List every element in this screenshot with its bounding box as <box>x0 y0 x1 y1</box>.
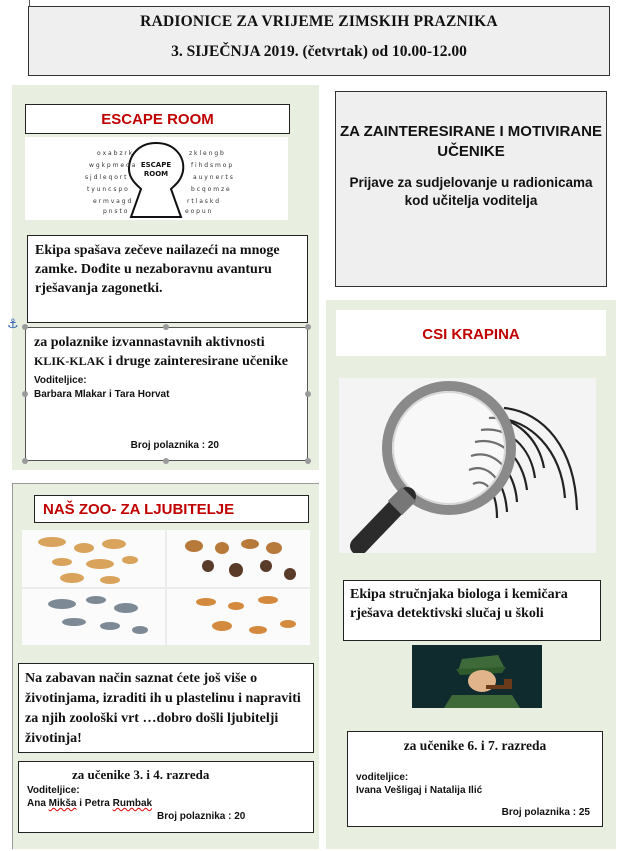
svg-text:o x a b z r k: o x a b z r k <box>97 150 133 157</box>
escape-room-leaders: Barbara Mlakar i Tara Horvat <box>34 389 170 400</box>
svg-text:w g k p m e d a: w g k p m e d a <box>89 162 136 169</box>
keyhole-escape-room-icon <box>25 137 288 220</box>
csi-description: Ekipa stručnjaka biologa i kemičara rješava detektivski slučaj u školi <box>343 580 601 641</box>
event-header <box>28 6 610 76</box>
zoo-count: Broj polaznika : 20 <box>157 811 246 822</box>
zoo-description: Na zabavan način saznat ćete još više o životinjama, izraditi ih u plastelinu i napraviti za njih zoološki vrt …dobro došli ljubitelji životinja! <box>18 663 314 753</box>
zoo-audience: za učenike 3. i 4. razreda <box>72 767 210 782</box>
svg-text:z k l e n g b: z k l e n g b <box>189 150 224 157</box>
sherlock-detective-icon <box>412 645 542 708</box>
plasticine-animals-icon <box>22 530 310 645</box>
escape-room-info-box <box>25 327 308 461</box>
signup-heading: ZA ZAINTERESIRANE I MOTIVIRANE UČENIKE <box>340 123 602 160</box>
club-name: KLIK-KLAK <box>34 354 105 368</box>
svg-text:f i h d s m o p: f i h d s m o p <box>191 162 233 169</box>
anchor-icon: ⚓ <box>7 317 19 332</box>
signup-box <box>335 91 607 287</box>
leader-surname-miksa: Mikša <box>48 798 77 809</box>
escape-room-title: ESCAPE ROOM <box>25 104 290 134</box>
resize-handle[interactable] <box>22 458 28 464</box>
escape-room-count: Broj polaznika : 20 <box>130 440 219 451</box>
svg-text:e o p u n: e o p u n <box>185 208 212 215</box>
resize-handle[interactable] <box>163 324 169 330</box>
svg-text:ESCAPE: ESCAPE <box>140 161 172 169</box>
header-title: RADIONICE ZA VRIJEME ZIMSKIH PRAZNIKA <box>140 13 498 30</box>
resize-handle[interactable] <box>22 391 28 397</box>
csi-leaders-label: voditeljice: <box>356 772 409 783</box>
csi-count: Broj polaznika : 25 <box>501 807 590 818</box>
escape-room-description: Ekipa spašava zečeve nailazeći na mnoge zamke. Dođite u nezaboravnu avanturu rješavanja zagonetki. <box>27 235 308 323</box>
resize-handle[interactable] <box>305 324 311 330</box>
resize-handle[interactable] <box>163 458 169 464</box>
csi-audience: za učenike 6. i 7. razreda <box>403 738 547 753</box>
leader-surname-rumbak: Rumbak <box>112 798 153 809</box>
resize-handle[interactable] <box>305 391 311 397</box>
resize-handle[interactable] <box>22 324 28 330</box>
svg-text:t y u n c s p o: t y u n c s p o <box>87 186 128 193</box>
svg-text:s j d l e q o r t: s j d l e q o r t <box>85 174 127 181</box>
leader-second-name: i Petra <box>76 798 113 809</box>
svg-text:a u y n e r t s: a u y n e r t s <box>193 174 233 181</box>
svg-text:e r m v a g d: e r m v a g d <box>93 198 132 205</box>
zoo-info-box <box>18 761 314 833</box>
svg-text:ROOM: ROOM <box>143 170 169 178</box>
zoo-title: NAŠ ZOO- ZA LJUBITELJE <box>34 495 309 523</box>
zoo-leaders <box>27 798 305 809</box>
svg-text:r t l a s k d: r t l a s k d <box>187 198 220 205</box>
escape-room-audience <box>34 334 299 371</box>
svg-text:p n s t o: p n s t o <box>103 208 128 215</box>
svg-text:b c q o m z e: b c q o m z e <box>191 186 230 193</box>
csi-leaders: Ivana Vešligaj i Natalija Ilić <box>356 785 483 796</box>
audience-prefix: za polaznike izvannastavnih aktivnosti <box>34 335 265 350</box>
csi-title: CSI KRAPINA <box>336 310 606 356</box>
zoo-leaders-label: Voditeljice: <box>27 785 80 796</box>
escape-room-leaders-label: Voditeljice: <box>34 375 87 386</box>
audience-suffix: i druge zainteresirane učenike <box>104 354 288 369</box>
magnifier-fingerprint-icon <box>339 378 596 553</box>
signup-text: Prijave za sudjelovanje u radionicama kod učitelja voditelja <box>349 175 593 208</box>
csi-info-box <box>347 731 603 827</box>
leader-first-name: Ana <box>27 798 49 809</box>
resize-handle[interactable] <box>305 458 311 464</box>
header-date: 3. SIJEČNJA 2019. (četvrtak) od 10.00-12.00 <box>171 43 467 60</box>
